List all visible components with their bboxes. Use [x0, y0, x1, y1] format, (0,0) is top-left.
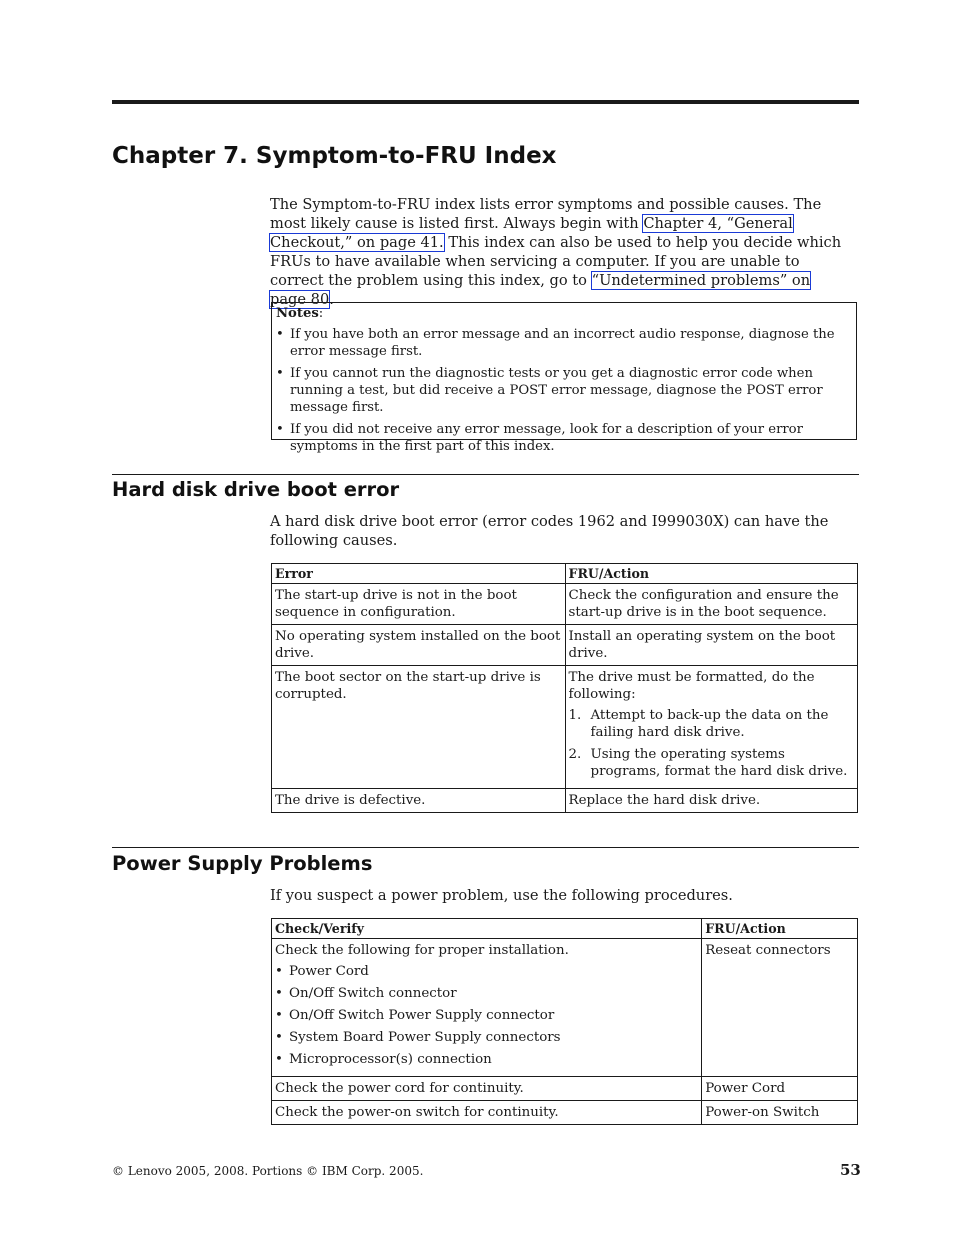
- error-cell: The start-up drive is not in the boot sequence in configuration.: [272, 584, 566, 625]
- column-header: Check/Verify: [272, 919, 702, 939]
- table-row: [272, 1077, 858, 1101]
- table-row: [272, 666, 858, 789]
- bullet-icon: •: [275, 1008, 283, 1023]
- section-rule: [112, 847, 859, 848]
- link-undetermined-problems[interactable]: “Undetermined problems” on page 80: [270, 272, 811, 308]
- list-item: [275, 1029, 698, 1046]
- step-text: Using the operating systems programs, format the hard disk drive.: [590, 747, 848, 779]
- notes-heading: [276, 305, 852, 322]
- column-header: FRU/Action: [565, 564, 858, 584]
- note-text: If you did not receive any error message, look for a description of your error symptoms in the first part of this index.: [290, 422, 803, 454]
- list-item-text: Microprocessor(s) connection: [289, 1052, 492, 1067]
- note-text: If you cannot run the diagnostic tests or you get a diagnostic error code when running a test, but did receive a POST error message, diagnose the POST error message first.: [290, 366, 823, 415]
- bullet-icon: •: [276, 327, 284, 342]
- page-number: 53: [840, 1161, 861, 1179]
- action-cell: Reseat connectors: [702, 939, 858, 1077]
- table-header-row: [272, 564, 858, 584]
- column-header: Error: [272, 564, 566, 584]
- section-rule: [112, 474, 859, 475]
- check-cell: [272, 939, 702, 1077]
- check-text: Check the following for proper installation.: [275, 943, 569, 958]
- section-title-power: Power Supply Problems: [112, 852, 373, 875]
- bullet-icon: •: [276, 366, 284, 381]
- table-row: [272, 789, 858, 813]
- intro-text-3: .: [329, 291, 334, 308]
- check-cell: Check the power cord for continuity.: [272, 1077, 702, 1101]
- note-item: [276, 365, 852, 416]
- note-item: [276, 421, 852, 455]
- list-item-text: On/Off Switch Power Supply connector: [289, 1008, 555, 1023]
- check-items-list: [275, 963, 698, 1068]
- list-item: [275, 985, 698, 1002]
- table-row: [272, 939, 858, 1077]
- bullet-icon: •: [275, 964, 283, 979]
- error-cell: The drive is defective.: [272, 789, 566, 813]
- column-header: FRU/Action: [702, 919, 858, 939]
- notes-heading-label: Notes: [276, 306, 319, 321]
- action-cell: Check the configuration and ensure the start-up drive is in the boot sequence.: [565, 584, 858, 625]
- bullet-icon: •: [275, 1030, 283, 1045]
- bullet-icon: •: [275, 1052, 283, 1067]
- action-cell: Power Cord: [702, 1077, 858, 1101]
- list-item: [275, 1051, 698, 1068]
- section-title-hdd: Hard disk drive boot error: [112, 478, 400, 501]
- error-cell: No operating system installed on the boot drive.: [272, 625, 566, 666]
- step-item: [569, 746, 855, 780]
- chapter-top-rule: [112, 100, 859, 104]
- notes-heading-colon: :: [318, 306, 324, 321]
- chapter-intro: [270, 195, 845, 309]
- step-item: [569, 707, 855, 741]
- error-cell: The boot sector on the start-up drive is corrupted.: [272, 666, 566, 789]
- footer-copyright: © Lenovo 2005, 2008. Portions © IBM Corp. 2005.: [112, 1164, 424, 1178]
- hdd-error-table: [271, 563, 858, 813]
- note-text: If you have both an error message and an incorrect audio response, diagnose the error message first.: [290, 327, 835, 359]
- power-check-table: [271, 918, 858, 1125]
- bullet-icon: •: [276, 422, 284, 437]
- table-header-row: [272, 919, 858, 939]
- list-item: [275, 963, 698, 980]
- intro-text-2: This index can also be used to help you decide which FRUs to have available when servicing a computer. If you are unable to correct the problem using this index, go to: [270, 234, 842, 289]
- step-text: Attempt to back-up the data on the failing hard disk drive.: [590, 708, 829, 740]
- link-general-checkout[interactable]: Chapter 4, “General Checkout,” on page 41.: [270, 215, 793, 251]
- note-item: [276, 326, 852, 360]
- action-cell: Install an operating system on the boot drive.: [565, 625, 858, 666]
- bullet-icon: •: [275, 986, 283, 1001]
- hdd-intro: A hard disk drive boot error (error codes 1962 and I999030X) can have the following causes.: [270, 513, 829, 549]
- action-cell: [565, 666, 858, 789]
- intro-text-1: The Symptom-to-FRU index lists error symptoms and possible causes. The most likely cause is listed first. Always begin with: [270, 196, 822, 232]
- power-intro: If you suspect a power problem, use the following procedures.: [270, 887, 733, 904]
- table-row: [272, 1101, 858, 1125]
- step-number: 2.: [568, 747, 582, 762]
- list-item-text: On/Off Switch connector: [289, 986, 457, 1001]
- chapter-title: Chapter 7. Symptom-to-FRU Index: [112, 143, 557, 169]
- list-item-text: System Board Power Supply connectors: [289, 1030, 561, 1045]
- check-cell: Check the power-on switch for continuity.: [272, 1101, 702, 1125]
- table-row: [272, 625, 858, 666]
- steps-list: [569, 707, 855, 780]
- notes-box: [271, 302, 857, 454]
- table-row: [272, 584, 858, 625]
- action-cell: Power-on Switch: [702, 1101, 858, 1125]
- action-text: The drive must be formatted, do the following:: [568, 670, 815, 702]
- notes-list: [276, 326, 852, 455]
- step-number: 1.: [568, 708, 582, 723]
- list-item: [275, 1007, 698, 1024]
- list-item-text: Power Cord: [289, 964, 369, 979]
- action-cell: Replace the hard disk drive.: [565, 789, 858, 813]
